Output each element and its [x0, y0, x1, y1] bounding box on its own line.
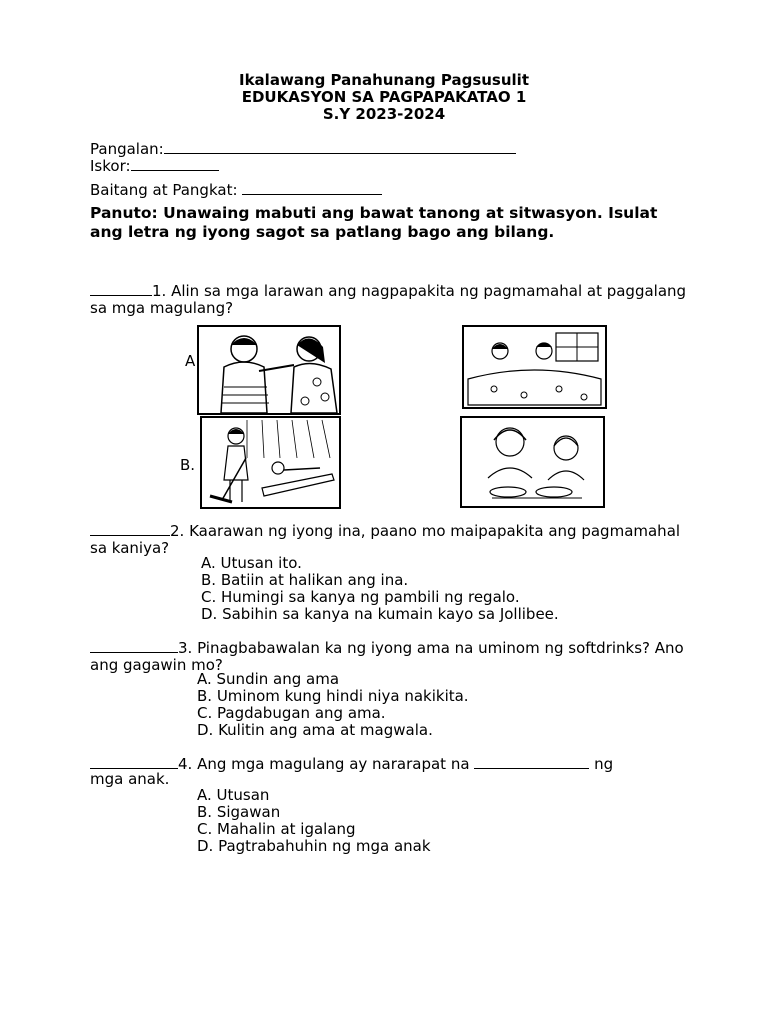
answer-blank-4[interactable] [90, 754, 178, 769]
name-blank[interactable] [164, 139, 516, 154]
answer-blank-2[interactable] [90, 521, 170, 536]
question-4-line2: mga anak. [90, 770, 170, 788]
q4-option-b: B. Sigawan [197, 803, 281, 821]
choice-label-b: B. [180, 456, 196, 474]
grade-blank[interactable] [242, 180, 382, 195]
exam-title: Ikalawang Panahunang Pagsusulit [239, 71, 529, 89]
question-3 [90, 638, 690, 674]
answer-blank-3[interactable] [90, 638, 178, 653]
q2-option-d: D. Sabihin sa kanya na kumain kayo sa Jollibee. [201, 605, 559, 623]
q2-option-b: B. Batiin at halikan ang ina. [201, 571, 409, 589]
picture-family-bedside [462, 325, 607, 409]
answer-blank-1[interactable] [90, 281, 152, 296]
subject-title: EDUKASYON SA PAGPAPAKATAO 1 [241, 88, 527, 106]
score-blank[interactable] [131, 156, 219, 171]
picture-mother-sweeping [200, 416, 341, 509]
grade-field [90, 180, 382, 199]
q2-option-a: A. Utusan ito. [201, 554, 302, 572]
q3-option-b: B. Uminom kung hindi niya nakikita. [197, 687, 469, 705]
q3-option-d: D. Kulitin ang ama at magwala. [197, 721, 433, 739]
school-year: S.Y 2023-2024 [322, 105, 446, 123]
name-label: Pangalan: [90, 140, 164, 158]
question-4-text: 4. Ang mga magulang ay nararapat na [178, 755, 470, 773]
question-4-text-after: ng [594, 755, 614, 773]
question-3-text: 3. Pinagbabawalan ka ng iyong ama na uminom ng softdrinks? Ano ang gagawin mo? [90, 639, 684, 674]
question-2-text: 2. Kaarawan ng iyong ina, paano mo maipapakita ang pagmamahal sa kaniya? [90, 522, 681, 557]
question-1 [90, 281, 690, 317]
q3-option-a: A. Sundin ang ama [197, 670, 340, 688]
question-1-text: 1. Alin sa mga larawan ang nagpapakita ng pagmamahal at paggalang sa mga magulang? [90, 282, 687, 317]
directions: Panuto: Unawaing mabuti ang bawat tanong at sitwasyon. Isulat ang letra ng iyong sagot sa patlang bago ang bilang. [90, 204, 658, 241]
q4-option-d: D. Pagtrabahuhin ng mga anak [197, 837, 431, 855]
q3-option-c: C. Pagdabugan ang ama. [197, 704, 386, 722]
q2-option-c: C. Humingi sa kanya ng pambili ng regalo. [201, 588, 520, 606]
q4-option-a: A. Utusan [197, 786, 270, 804]
grade-label: Baitang at Pangkat: [90, 181, 238, 199]
q4-option-c: C. Mahalin at igalang [197, 820, 356, 838]
picture-eating-together [460, 416, 605, 508]
fill-in-blank-4[interactable] [474, 754, 589, 769]
picture-child-pointing [197, 325, 341, 415]
score-field [90, 156, 219, 175]
score-label: Iskor: [90, 157, 131, 175]
question-2 [90, 521, 690, 557]
choice-label-a: A [185, 352, 196, 370]
